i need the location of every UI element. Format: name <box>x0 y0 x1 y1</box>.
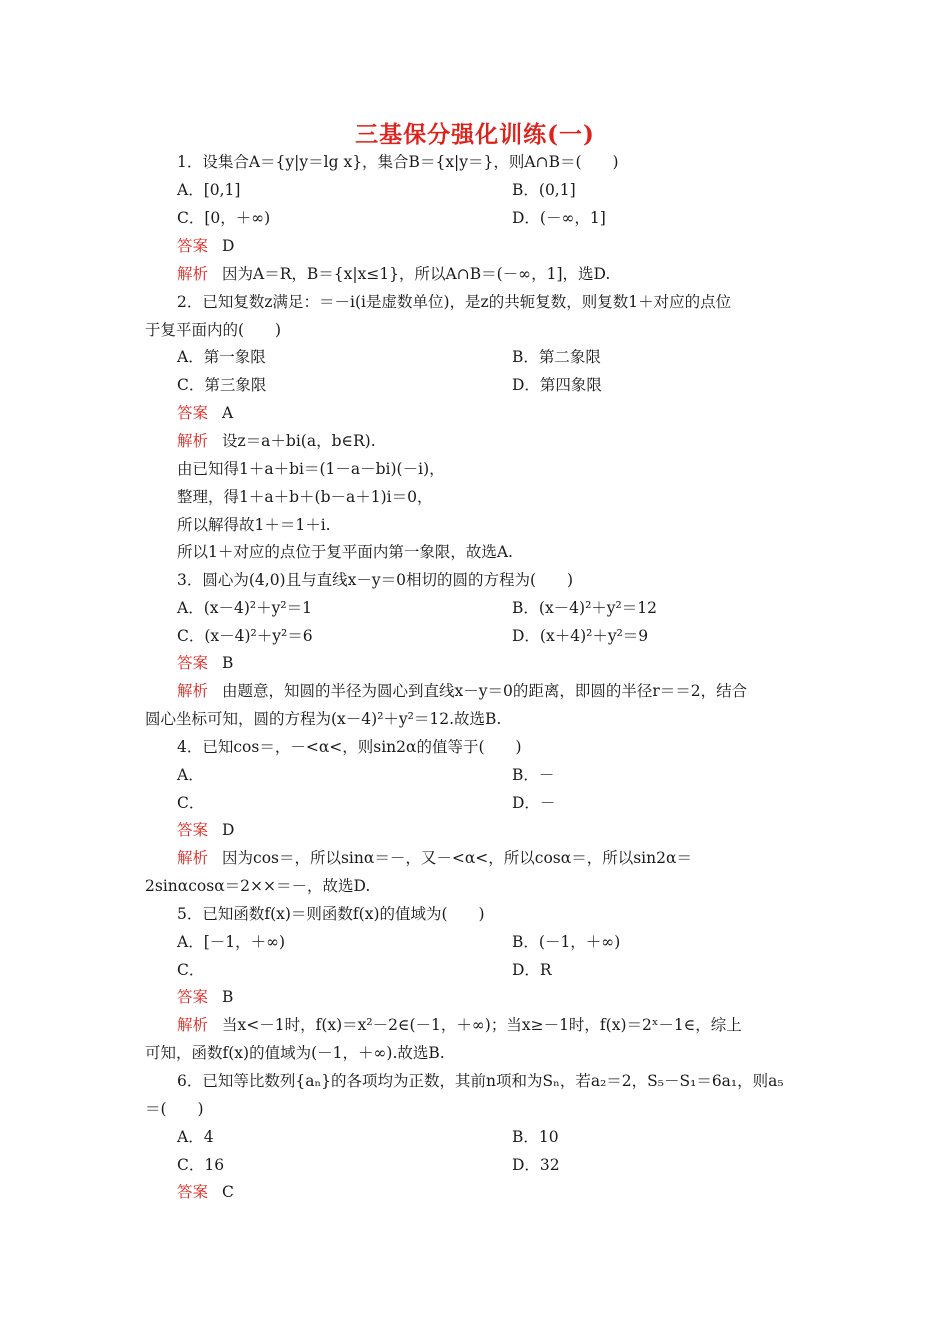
analysis-label: 解析 <box>177 682 209 700</box>
q5-analysis-line-2: 可知，函数f(x)的值域为(－1，＋∞).故选B. <box>145 1044 445 1062</box>
q1-analysis <box>177 264 610 284</box>
q2-option-d: D．第四象限 <box>512 376 602 394</box>
answer-value: D <box>222 237 235 255</box>
q4-option-a: A． <box>177 766 204 784</box>
q2-analysis-line-5: 所以1＋对应的点位于复平面内第一象限，故选A. <box>177 543 513 561</box>
q3-option-c: C．(x－4)²＋y²＝6 <box>177 627 313 645</box>
q2-option-b: B．第二象限 <box>512 348 601 366</box>
answer-label: 答案 <box>177 404 209 422</box>
q1-option-a: A．[0,1] <box>177 181 241 199</box>
q6-stem-line-2: ＝( ) <box>145 1100 204 1118</box>
q2-analysis-line-3: 整理，得1＋a＋b＋(b－a＋1)i＝0， <box>177 488 433 506</box>
answer-label: 答案 <box>177 1183 209 1201</box>
q3-stem: 3．圆心为(4,0)且与直线x－y＝0相切的圆的方程为( ) <box>177 571 574 589</box>
q1-option-d: D．(－∞，1] <box>512 209 606 227</box>
analysis-text: 设z＝a＋bi(a，b∈R). <box>222 432 376 450</box>
q5-analysis <box>177 1015 742 1035</box>
q6-answer <box>177 1182 234 1202</box>
q2-answer <box>177 403 233 423</box>
analysis-label: 解析 <box>177 1016 209 1034</box>
q3-option-a: A．(x－4)²＋y²＝1 <box>177 599 312 617</box>
q4-option-c: C． <box>177 794 205 812</box>
q4-option-d: D．－ <box>512 794 556 812</box>
q3-analysis <box>177 681 747 701</box>
q4-answer <box>177 820 234 840</box>
q3-analysis-line-2: 圆心坐标可知，圆的方程为(x－4)²＋y²＝12.故选B. <box>145 710 502 728</box>
q5-option-c: C． <box>177 961 205 979</box>
q2-option-c: C．第三象限 <box>177 376 267 394</box>
q4-stem: 4．已知cos＝，－<α<，则sin2α的值等于( ) <box>177 738 522 756</box>
q2-stem-line-2: 于复平面内的( ) <box>145 321 282 339</box>
q5-stem: 5．已知函数f(x)＝则函数f(x)的值域为( ) <box>177 905 485 923</box>
answer-value: D <box>222 821 235 839</box>
answer-value: C <box>222 1183 234 1201</box>
answer-value: B <box>222 988 234 1006</box>
q2-analysis <box>177 431 376 451</box>
answer-label: 答案 <box>177 654 209 672</box>
q3-option-b: B．(x－4)²＋y²＝12 <box>512 599 657 617</box>
q4-analysis <box>177 848 692 868</box>
q3-answer <box>177 653 233 673</box>
q4-option-b: B．－ <box>512 766 555 784</box>
q1-option-b: B．(0,1] <box>512 181 576 199</box>
q1-answer <box>177 236 234 256</box>
page-title: 三基保分强化训练(一) <box>355 121 595 148</box>
q6-option-b: B．10 <box>512 1128 559 1146</box>
answer-value: A <box>222 404 234 422</box>
q6-stem-line-1: 6．已知等比数列{aₙ}的各项均为正数，其前n项和为Sₙ，若a₂＝2，S₅－S₁＝6a₁，则a₅ <box>177 1072 784 1090</box>
q5-option-b: B．(－1，＋∞) <box>512 933 621 951</box>
analysis-label: 解析 <box>177 265 209 283</box>
q1-option-c: C．[0，＋∞) <box>177 209 271 227</box>
q4-analysis-line-2: 2sinαcosα＝2××＝－，故选D. <box>145 877 371 895</box>
answer-value: B <box>222 654 234 672</box>
analysis-text: 当x<－1时，f(x)＝x²－2∈(－1，＋∞)；当x≥－1时，f(x)＝2ˣ－1∈，综上 <box>222 1016 742 1034</box>
q6-option-c: C．16 <box>177 1156 225 1174</box>
analysis-text: 因为A＝R，B＝{x|x≤1}，所以A∩B＝(－∞，1]，选D. <box>222 265 611 283</box>
answer-label: 答案 <box>177 237 209 255</box>
answer-label: 答案 <box>177 988 209 1006</box>
q5-option-a: A．[－1，＋∞) <box>177 933 286 951</box>
analysis-text: 由题意，知圆的半径为圆心到直线x－y＝0的距离，即圆的半径r＝＝2，结合 <box>222 682 748 700</box>
q6-option-a: A．4 <box>177 1128 214 1146</box>
q2-analysis-line-4: 所以解得故1＋＝1＋i. <box>177 516 331 534</box>
q2-analysis-line-2: 由已知得1＋a＋bi＝(1－a－bi)(－i)， <box>177 460 445 478</box>
q6-option-d: D．32 <box>512 1156 560 1174</box>
q2-stem-line-1: 2．已知复数z满足：＝－i(i是虚数单位)，是z的共轭复数，则复数1＋对应的点位 <box>177 293 732 311</box>
analysis-label: 解析 <box>177 432 209 450</box>
analysis-label: 解析 <box>177 849 209 867</box>
answer-label: 答案 <box>177 821 209 839</box>
q3-option-d: D．(x＋4)²＋y²＝9 <box>512 627 649 645</box>
analysis-text: 因为cos＝，所以sinα＝－，又－<α<，所以cosα＝，所以sin2α＝ <box>222 849 692 867</box>
q1-stem: 1．设集合A＝{y|y＝lg x}，集合B＝{x|y＝}，则A∩B＝( ) <box>177 153 619 171</box>
q2-option-a: A．第一象限 <box>177 348 266 366</box>
q5-answer <box>177 987 233 1007</box>
q5-option-d: D．R <box>512 961 552 979</box>
